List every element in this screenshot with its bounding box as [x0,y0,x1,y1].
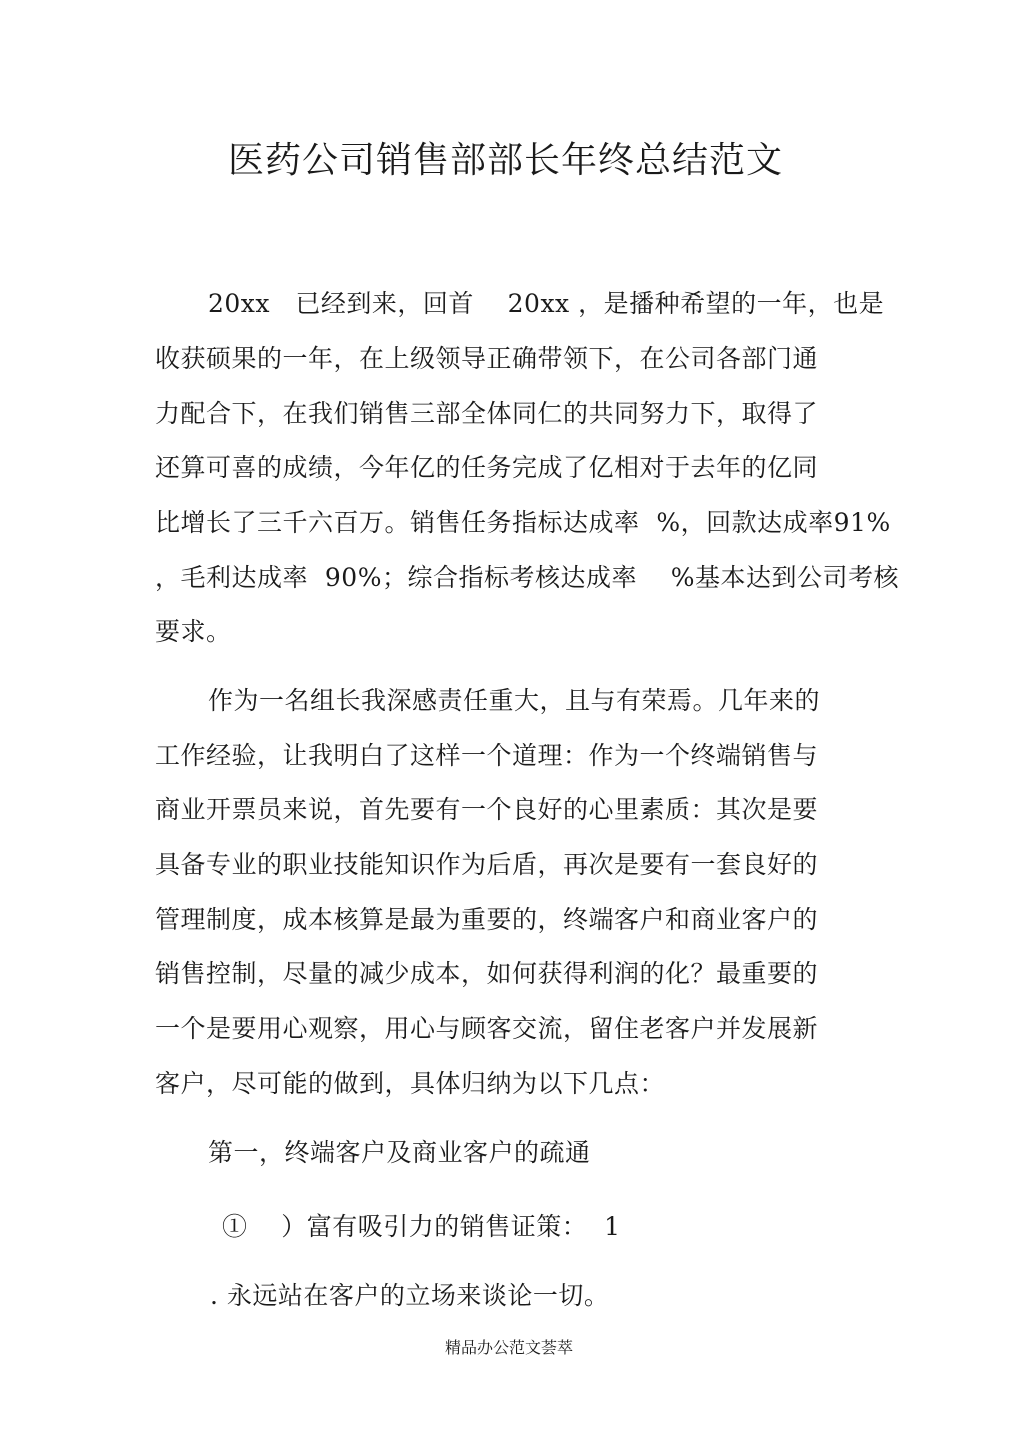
list-item-1: ① ）富有吸引力的销售证策： 1 [222,1212,621,1241]
section-1-heading: 第一，终端客户及商业客户的疏通 [208,1138,591,1167]
list-item-1-continued: . 永远站在客户的立场来谈论一切。 [210,1281,610,1310]
paragraph-1-line-1: 20xx 已经到来，回首 20xx ，是播种希望的一年，也是 [208,289,885,318]
paragraph-1-line-3: 力配合下，在我们销售三部全体同仁的共同努力下，取得了 [155,399,819,428]
paragraph-2-line-3: 商业开票员来说，首先要有一个良好的心里素质：其次是要 [155,795,819,824]
paragraph-2-line-1: 作为一名组长我深感责任重大，且与有荣焉。几年来的 [208,686,821,715]
paragraph-2-line-7: 一个是要用心观察，用心与顾客交流，留住老客户并发展新 [155,1014,819,1043]
page-footer: 精品办公范文荟萃 [445,1338,574,1357]
paragraph-1-line-7: 要求。 [155,617,232,646]
paragraph-1-line-6: ，毛利达成率 90%；综合指标考核达成率 %基本达到公司考核 [155,563,900,592]
paragraph-1-line-4: 还算可喜的成绩，今年亿的任务完成了亿相对于去年的亿同 [155,453,819,482]
paragraph-2-line-4: 具备专业的职业技能知识作为后盾，再次是要有一套良好的 [155,850,819,879]
paragraph-1-line-5: 比增长了三千六百万。销售任务指标达成率 %，回款达成率91% [155,508,891,537]
paragraph-2-line-6: 销售控制，尽量的减少成本，如何获得利润的化？最重要的 [155,959,819,988]
paragraph-2-line-5: 管理制度，成本核算是最为重要的，终端客户和商业客户的 [155,905,819,934]
paragraph-1-line-2: 收获硕果的一年，在上级领导正确带领下，在公司各部门通 [155,344,819,373]
document-title: 医药公司销售部部长年终总结范文 [228,140,784,181]
paragraph-2-line-2: 工作经验，让我明白了这样一个道理：作为一个终端销售与 [155,741,819,770]
paragraph-2-line-8: 客户，尽可能的做到，具体归纳为以下几点： [155,1069,666,1098]
